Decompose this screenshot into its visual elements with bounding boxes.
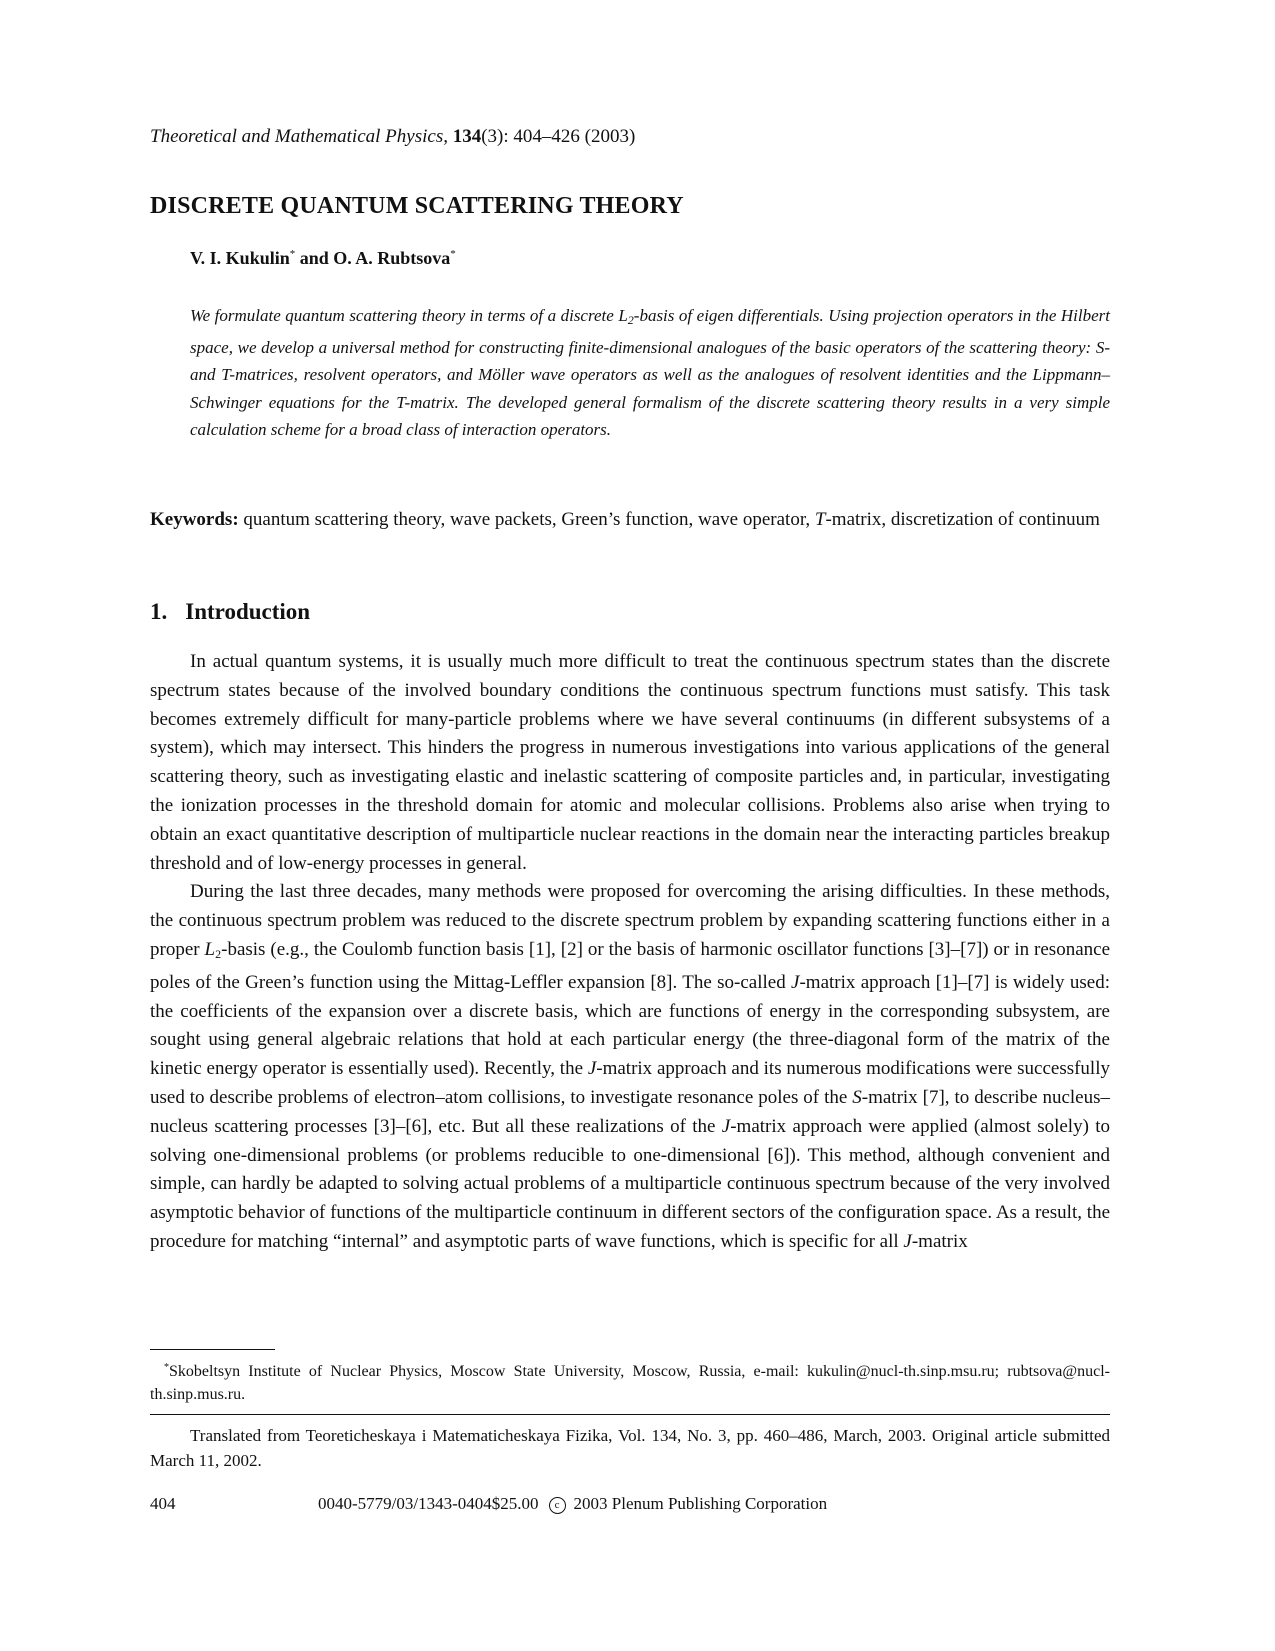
keywords-text: -matrix, discretization of continuum bbox=[825, 509, 1100, 530]
copyright-icon: c bbox=[549, 1497, 566, 1514]
math-symbol: J bbox=[721, 1115, 731, 1137]
paragraph-text: During the last three decades, many methods were proposed for overcoming the arising difficulties. In these methods, the continuous spectrum problem was reduced to the discrete spectrum problem by expanding scattering functions either in a proper bbox=[150, 881, 1110, 960]
math-subscript: 2 bbox=[215, 946, 222, 961]
math-symbol: J bbox=[903, 1230, 912, 1252]
math-symbol: T bbox=[396, 392, 405, 412]
footnote-mark: * bbox=[164, 1362, 169, 1373]
copyright-text: 2003 Plenum Publishing Corporation bbox=[573, 1494, 828, 1513]
paragraph-text: -matrix approach [1]–[7] is widely used: the coefficients of the expansion over a discrete basis, which are functions of energy in the corresponding subsystem, are sought using general algebraic relations that hold at each particular energy (the three-diagonal form of the matrix of the kinetic energy operator is essentially used). Recently, the bbox=[150, 971, 1110, 1080]
paragraph: In actual quantum systems, it is usually much more difficult to treat the continuous spectrum states than the discrete spectrum states because of the involved boundary conditions the continuous spectrum functions must satisfy. This task becomes extremely difficult for many-particle problems where we have several continuums (in different subsystems of a system), which may intersect. This hinders the progress in numerous investigations into various applications of the general scattering theory, such as investigating elastic and inelastic scattering of composite particles and, in particular, investigating the ionization processes in the threshold domain for atomic and molecular collisions. Problems also arise when trying to obtain an exact quantitative description of multiparticle nuclear reactions in the domain near the interacting particles breakup threshold and of low-energy processes in general. bbox=[150, 651, 1110, 874]
author-name: O. A. Rubtsova bbox=[333, 248, 451, 268]
translation-text: Translated from Teoreticheskaya i Matematicheskaya Fizika, Vol. 134, No. 3, pp. 460–486, March, 2003. Original article submitted March 11, 2002. bbox=[150, 1426, 1110, 1470]
math-symbol: J bbox=[791, 971, 800, 993]
math-symbol: T bbox=[221, 365, 230, 385]
math-symbol: J bbox=[587, 1058, 597, 1080]
math-symbol: L bbox=[618, 306, 628, 325]
author-list bbox=[190, 242, 456, 270]
paragraph-text: -matrix [7], to describe nucleus–nucleus scattering processes [3]–[6], etc. But all these realizations of the bbox=[150, 1086, 1110, 1137]
paper-page bbox=[150, 0, 1110, 1651]
issn-code: 0040-5779/03/1343-0404$25.00 bbox=[318, 1494, 539, 1513]
footnote-rule bbox=[150, 1349, 275, 1350]
paragraph-text: -basis (e.g., the Coulomb function basis [1], [2] or the basis of harmonic oscillator functions [3]–[7]) or in resonance poles of the Green’s function using the Mittag-Leffler expansion [8]. The so-called bbox=[150, 938, 1111, 993]
affiliation-mark: * bbox=[450, 248, 456, 260]
body-text bbox=[150, 648, 1110, 1257]
section-title: Introduction bbox=[185, 599, 311, 624]
copyright-line bbox=[318, 1493, 827, 1515]
author-conjunction: and bbox=[299, 248, 329, 268]
math-symbol: T bbox=[814, 509, 826, 530]
journal-name: Theoretical and Mathematical Physics, bbox=[150, 126, 448, 147]
math-symbol: S bbox=[852, 1086, 862, 1108]
paper-title: DISCRETE QUANTUM SCATTERING THEORY bbox=[150, 193, 684, 219]
abstract-text: -matrix. The developed general formalism of the discrete scattering theory results in a very simple calculation scheme for a broad class of interaction operators. bbox=[190, 392, 1111, 439]
footnote-text: Skobeltsyn Institute of Nuclear Physics, Moscow State University, Moscow, Russia, e-mail: kukulin@nucl-th.sinp.msu.ru; rubtsova@nucl-th.sinp.mus.ru. bbox=[150, 1363, 1110, 1403]
abstract-text: We formulate quantum scattering theory in terms of a discrete bbox=[190, 306, 619, 325]
keywords-label: Keywords: bbox=[150, 509, 239, 530]
paragraph-text: -matrix approach were applied (almost solely) to solving one-dimensional problems (or problems reducible to one-dimensional [6]). This method, although convenient and simple, can hardly be adapted to solving actual problems of a multiparticle continuous spectrum because of the very involved asymptotic behavior of functions of the multiparticle continuum in different sectors of the configuration space. As a result, the procedure for matching “internal” and asymptotic parts of wave functions, which is specific for all bbox=[150, 1115, 1111, 1252]
keywords bbox=[150, 507, 1110, 532]
section-heading bbox=[150, 597, 310, 627]
translation-rule bbox=[150, 1414, 1110, 1415]
math-subscript: 2 bbox=[627, 313, 634, 327]
section-number: 1. bbox=[150, 599, 168, 624]
footnote bbox=[150, 1357, 1110, 1406]
journal-volume: 134 bbox=[452, 126, 482, 147]
paragraph bbox=[150, 878, 1110, 1256]
abstract bbox=[190, 302, 1110, 443]
translation-note bbox=[150, 1423, 1110, 1473]
page-number: 404 bbox=[150, 1494, 176, 1513]
footnote-paragraph bbox=[150, 1357, 1110, 1406]
journal-issue-pages: (3): 404–426 (2003) bbox=[481, 126, 636, 147]
paragraph-text: -matrix bbox=[911, 1230, 968, 1252]
affiliation-mark: * bbox=[289, 248, 296, 260]
abstract-text: -matrices, resolvent operators, and Möller wave operators as well as the analogues of resolvent identities and the Lippmann–Schwinger equations for the bbox=[190, 365, 1110, 412]
math-symbol: L bbox=[204, 938, 216, 960]
math-symbol: S bbox=[1095, 338, 1105, 358]
abstract-text: -basis of eigen differentials. Using projection operators in the Hilbert space, we develop a universal method for constructing finite-dimensional analogues of the basic operators of the scattering theory: bbox=[190, 306, 1110, 358]
abstract-text: - and bbox=[190, 338, 1110, 385]
paragraph-text: -matrix approach and its numerous modifications were successfully used to describe problems of electron–atom collisions, to investigate resonance poles of the bbox=[150, 1058, 1110, 1108]
author-name: V. I. Kukulin bbox=[190, 248, 290, 268]
journal-citation bbox=[150, 125, 635, 149]
keywords-text: quantum scattering theory, wave packets, Green’s function, wave operator, bbox=[238, 509, 815, 530]
